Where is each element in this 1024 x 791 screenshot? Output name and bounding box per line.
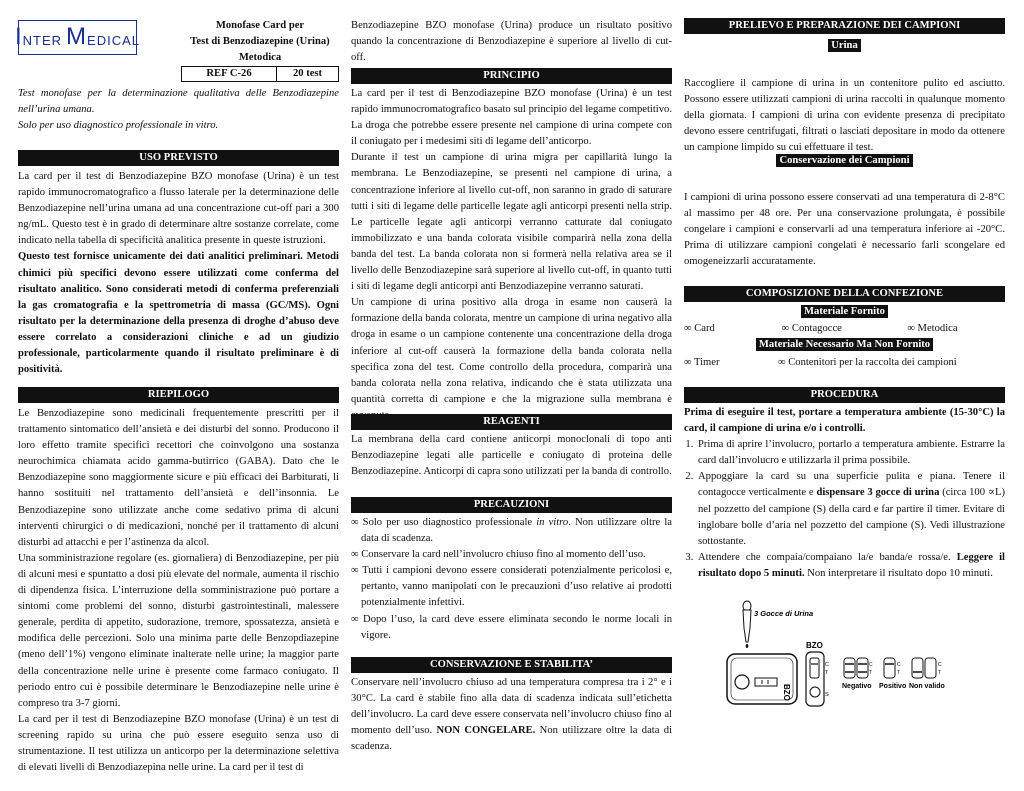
title-line: Monofase Card per [215,20,305,31]
uso-previsto-text: La card per il test di Benzodiazepine BZO monofase (Urina) è un test rapido immunocromatografico a flusso laterale per la determinazione delle Benzodiazepine nell’urina umana ad una concentrazione cut-off pari a 300 ng/mL. Questo test è in grado di determinare altre sostanze correlate, come indicato nella tabella di specificità analitica presente in queste istruzioni. [18,171,339,247]
result-label-positive: Positivo [879,683,907,690]
procedura-intro: Prima di eseguire il test, portare a temperatura ambiente (15-30°C) la card, il campione di urina e/o i controlli. [684,407,1005,435]
continuation-text: Benzodiazepine BZO monofase (Urina) produce un risultato positivo quando la concentrazione di Benzodiazepine è superiore al livello di cut-off. [351,20,672,64]
conservazione-campioni-text: I campioni di urina possono essere conservati ad una temperatura di 2-8°C al massimo per 48 ore. Per una conservazione prolungata, è possibile congelare i campioni e conservarli ad una temperatura inferiore ai -20°C. Prima di utilizzare campioni congelati è necessario farli scongelare ed omogeneizzarli accuratamente. [684,192,1005,268]
col2-continuation [351,18,672,66]
materiale-non-fornito-wrap [684,338,1005,351]
list-item: ∞ Contagocce [781,323,842,334]
precauzioni-list [351,515,672,644]
intro [18,86,339,134]
materiale-non-fornito-list [684,354,1005,371]
intro-line: Test monofase per la determinazione qualitativa delle Benzodiazepine nell’urina umana. [18,88,339,116]
list-item: ∞ Card [684,323,715,334]
section-heading-principio: PRINCIPIO [351,68,672,84]
result-positive-icon [884,658,901,678]
ref-quantity: 20 test [277,67,339,82]
list-item: ∞ Timer [684,357,720,368]
list-item: ∞ Metodica [907,323,958,334]
t-label: T [825,670,829,676]
s-label: S [825,692,829,698]
materiale-fornito-wrap [684,305,1005,318]
svg-text:T: T [869,670,873,676]
section-heading-reagenti: REAGENTI [351,414,672,430]
precaution-item: ∞ Tutti i campioni devono essere considerati potenzialmente pericolosi e, pertanto, vanno manipolati con le precauzioni d’uso relative ai prodotti potenzialmente infettivi. [351,565,673,609]
section-heading-procedura: PROCEDURA [684,387,1005,403]
subheading-urina: Urina [828,39,860,52]
riepilogo-paragraph: Le Benzodiazepine sono medicinali frequentemente prescritti per il trattamento sintomatico dell’ansietà e dei disturbi del sonno. Producono il loro effetto tramite specifici recettori che coinvolgono una sostanza neurochimica chiamata acido gamma-butirrico (GABA). Dato che le Benzodiazepine sono maggiormente sicure e più efficaci dei Barbiturati, li hanno sostituiti nel trattamento dell’ansietà e dell’insonnia. Le Benzodiazepine sono utilizzate anche come sedativo prima di alcuni interventi chirurgici o di medicazioni, nonché per il trattamento di alcuni disturbi ad attacchi e per l’astinenza da alcol. [18,408,339,548]
document-title [181,18,339,66]
bullet-icon: ∞ [351,549,359,561]
result-negative-icon [844,658,873,678]
subheading-conservazione-campioni: Conservazione dei Campioni [776,154,912,167]
ref-code: REF C-26 [182,67,277,82]
svg-text:T: T [938,670,942,676]
result-invalid-icon [912,658,942,678]
intro-line: Solo per uso diagnostico professionale in vitro. [18,120,219,132]
title-line: Metodica [238,52,282,63]
riepilogo-paragraph: Una somministrazione regolare (es. giornaliera) di Benzodiazepine, per più di alcuni mesi e spuntatto a dosi più elevate del normale, aumenta il rischio di dipendenza fisica. L’interruzione della somministrazione può portare a sintomi come problemi del sonno, disturbi gastrointestinali, malessere generale, perdita di appetito, sudorazione, tremore, spossatezza, ansietà e modifica delle percezioni. Solo una minima parte delle Benzopdiazepine (meno dell’1%) vengono eliminate inalterate nelle urine; la maggior parte della concentrazione nelle urine è presente come farmaco coniugato. Il periodo entro cui è possibile determinare le Benzodiazepine nelle urine è compreso tra 3-7 giorni. [18,552,339,709]
procedura-body [684,405,1005,582]
section-heading-precauzioni: PRECAUZIONI [351,497,672,513]
precaution-item: ∞ Dopo l’uso, la card deve essere eliminata secondo le norme locali in vigore. [351,613,672,641]
ref-table [181,66,339,82]
principio-paragraph: Durante il test un campione di urina migra per capillarità lungo la membrana. Le Benzodiazepine, se presenti nel campione di urina, a concentrazione inferiore al livello cut-off, non saranno in grado di saturare tutti i siti di legame delle particelle legate agli anticorpi presenti nella strip. Le particelle legate agli anticorpi verranno catturate dal coniugato immobilizzato e una banda colorata visibile comparirà nella zona della banda del test. La banda colorata non si formerà nella relativa area se il livello delle Benzodiazepine sarà superiore al livello cut-off, in quanto tutti i siti di legame degli anticorpi anti Benzodiazepine verranno saturati. [351,152,672,293]
intermedical-logo: I NTER M EDICAL [18,20,137,55]
materiale-fornito-list [684,320,1005,337]
riepilogo-paragraph: La card per il test di Benzodiazepine BZO monofase (Urina) è un test di screening rapido su urina che può essere eseguito senza uso di strumentazione. Il test utilizza un anticorpo per la determinazione selettiva di elevati livelli di Benzodiazepina nelle urine. La card per il test di [18,713,339,774]
bullet-icon: ∞ [351,565,359,577]
svg-text:T: T [897,670,901,676]
principio-paragraph: Un campione di urina positivo alla droga in esame non causerà la formazione della banda colorata, mentre un campione di urina negativo alla droga in esame o un campione contenente una concentrazione della droga inferiore al cut-off causerà la formazione della banda colorata nella specifica zona del test. Come controllo della procedura, comparirà una banda colorata nella zona relativa, indicando che è stata utilizzata una quantità corretta di campione e che la migrazione sulla membrana è [351,297,672,405]
section-heading-conservazione: CONSERVAZIONE E STABILITA’ [351,657,672,673]
precaution-item: ∞ Solo per uso diagnostico professionale in vitro. Non utilizzare oltre la data di scadenza. [351,517,672,545]
prelievo-text: Raccogliere il campione di urina in un contenitore pulito ed asciutto. Possono essere utilizzati campioni di urina raccolti in qualunque momento della giornata. I campioni di urina con evidente presenza di precipitato devono essere centrifugati, filtrati o lasciati depositare in modo da ottenere un campione limpido su cui effettuare il test. [684,78,1005,154]
uso-previsto-body [18,169,339,378]
subheading-materiale-non-fornito: Materiale Necessario Ma Non Fornito [756,338,933,351]
principio-paragraph: La card per il test di Benzodiazepine BZO monofase (Urina) è un test rapido immunocromatografico basato sul principio del legame competitivo. La droga che potrebbe essere presente nel campione di urina compete con il coniugato per i medesimi siti di legame dell’anticorpo. [351,88,672,148]
list-item: ∞ Contenitori per la raccolta dei campioni [778,357,957,368]
section-heading-riepilogo: RIEPILOGO [18,387,339,403]
precaution-item: ∞ Conservare la card nell’involucro chiuso fino al momento dell’uso. [351,549,646,561]
dropper-icon [743,601,751,648]
bullet-icon: ∞ [351,517,359,528]
subheading-conservazione-wrap [684,154,1005,167]
section-heading-uso-previsto: USO PREVISTO [18,150,339,166]
card-code-rotated: BZO [782,684,791,701]
conservazione-text: Conservare nell’involucro chiuso ad una temperatura compresa tra i 2° e i 30°C. La card è stabile fino alla data di scadenza indicata sull’etichetta dell’involucro. La card deve essere conservata nell’involucro chiuso fino al momento dell’uso. NON CONGELARE. Non utilizzare oltre la data di scadenza. [351,677,673,753]
bullet-icon: ∞ [351,613,359,625]
conservazione-campioni-body [684,190,1005,270]
svg-text:C: C [897,662,901,668]
test-card-icon [727,654,797,704]
principio-body [351,86,672,424]
reagenti-body [351,432,672,480]
c-label: C [825,662,829,668]
procedura-step: 2. Appoggiare la card su una superficie pulita e piana. Tenere il contagocce verticalmente e dispensare 3 gocce di urina (circa 100 ∝L) nel pozzetto del campione (S) della card e far partire il timer. Evitare di inglobare bolle d’aria nel pozzetto del campione (S). Vedi illustrazione sottostante. [696,469,1005,549]
section-heading-prelievo: PRELIEVO E PREPARAZIONE DEI CAMPIONI [684,18,1005,34]
procedura-step: 3. Attendere che compaia/compaiano la/e banda/e rossa/e. Leggere il risultato dopo 5 minuti. Non interpretare il risultato dopo 10 minuti. [696,550,1005,582]
procedura-steps [684,437,1005,582]
uso-previsto-bold-text: Questo test fornisce unicamente dei dati analitici preliminari. Metodi chimici più specifici devono essere utilizzati come conferma del risultato analitico. Sono considerati metodi di conferma preferenziali la gas cromatografia e la spettrometria di massa (GC/MS). Ogni risultato per la determinazione della presenza di droghe d’abuso deve essere correlato a considerazioni cliniche e ad un giudizio professionale, particolarmente quando il risultato preliminare è di positività. [18,251,339,376]
section-heading-composizione: COMPOSIZIONE DELLA CONFEZIONE [684,286,1005,302]
procedure-illustration [724,598,1004,710]
subheading-urina-wrap [684,39,1005,52]
prelievo-body [684,76,1005,156]
result-label-negative: Negativo [842,683,872,690]
subheading-materiale-fornito: Materiale Fornito [801,305,888,318]
result-label-invalid: Non valido [909,683,945,690]
svg-text:C: C [938,662,942,668]
svg-text:C: C [869,662,873,668]
drops-label: 3 Gocce di Urina [754,609,814,618]
vertical-card-icon [806,641,829,706]
title-line: Test di Benzodiazepine (Urina) [190,36,330,47]
reagenti-text: La membrana della card contiene anticorpi monoclonali di topo anti Benzodiazepine legati alle particelle e coniugato di proteina delle Benzodiazepine. Anticorpi di capra sono utilizzati per la banda di controllo. [351,434,672,478]
riepilogo-body [18,406,339,776]
conservazione-body [351,675,672,755]
card-code: BZO [806,641,823,650]
procedura-step: 1. Prima di aprire l’involucro, portarlo a temperatura ambiente. Estrarre la card dall’involucro e utilizzarla il prima possibile. [696,437,1005,469]
